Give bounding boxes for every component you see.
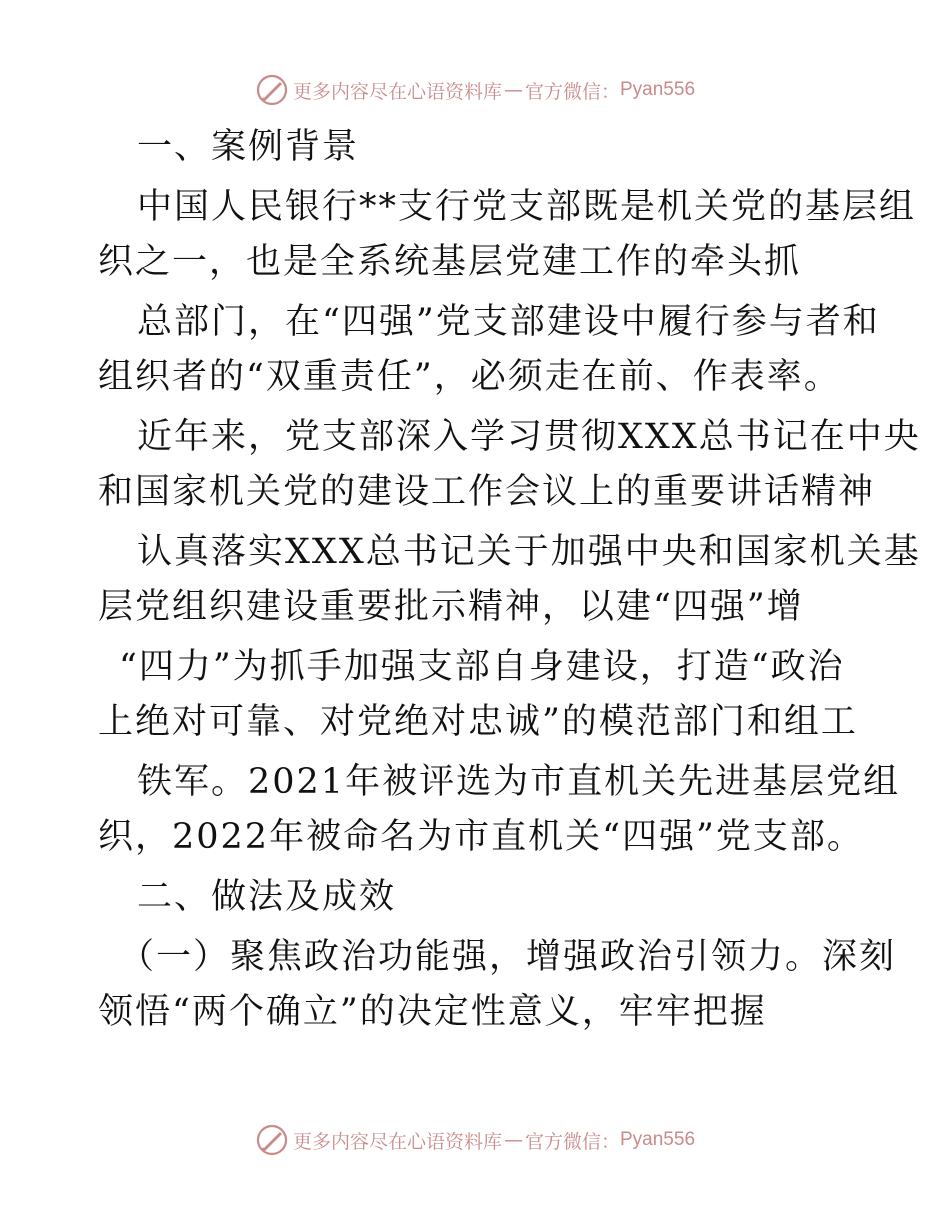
watermark-separator: — bbox=[503, 79, 523, 101]
quill-logo-icon bbox=[255, 1123, 289, 1157]
watermark-label: 官方微信： bbox=[524, 80, 620, 103]
paragraph-line: 组织者的“双重责任”，必须走在前、作表率。 bbox=[98, 357, 841, 397]
section-heading: 二、做法及成效 bbox=[137, 877, 397, 917]
watermark-id: Pyan556 bbox=[620, 79, 696, 100]
paragraph-line: 铁军。2021年被评选为市直机关先进基层党组 bbox=[137, 762, 901, 802]
paragraph-line: 织，2022年被命名为市直机关“四强”党支部。 bbox=[98, 817, 864, 857]
watermark-id: Pyan556 bbox=[620, 1129, 696, 1150]
watermark-text: 更多内容尽在心语资料库 bbox=[292, 1130, 502, 1153]
paragraph-line: “四力”为抓手加强支部自身建设，打造“政治 bbox=[119, 647, 845, 687]
watermark-separator: — bbox=[503, 1129, 523, 1151]
paragraph-line: 织之一，也是全系统基层党建工作的牵头抓 bbox=[98, 242, 802, 282]
paragraph-line: （一）聚焦政治功能强，增强政治引领力。深刻 bbox=[119, 937, 897, 977]
paragraph-line: 领悟“两个确立”的决定性意义，牢牢把握 bbox=[98, 992, 767, 1032]
paragraph-line: 近年来，党支部深入学习贯彻XXX总书记在中央 bbox=[137, 417, 921, 457]
paragraph-line: 和国家机关党的建设工作会议上的重要讲话精神 bbox=[98, 472, 876, 512]
watermark-footer bbox=[0, 1120, 950, 1160]
watermark-label: 官方微信： bbox=[524, 1130, 620, 1153]
paragraph-line: 认真落实XXX总书记关于加强中央和国家机关基 bbox=[137, 532, 921, 572]
paragraph-line: 层党组织建设重要批示精神，以建“四强”增 bbox=[98, 587, 804, 627]
paragraph-line: 中国人民银行**支行党支部既是机关党的基层组 bbox=[137, 187, 917, 227]
paragraph-line: 上绝对可靠、对党绝对忠诚”的模范部门和组工 bbox=[98, 702, 858, 742]
watermark-text: 更多内容尽在心语资料库 bbox=[292, 80, 502, 103]
paragraph-line: 总部门，在“四强”党支部建设中履行参与者和 bbox=[137, 302, 880, 342]
section-heading: 一、案例背景 bbox=[137, 127, 360, 167]
